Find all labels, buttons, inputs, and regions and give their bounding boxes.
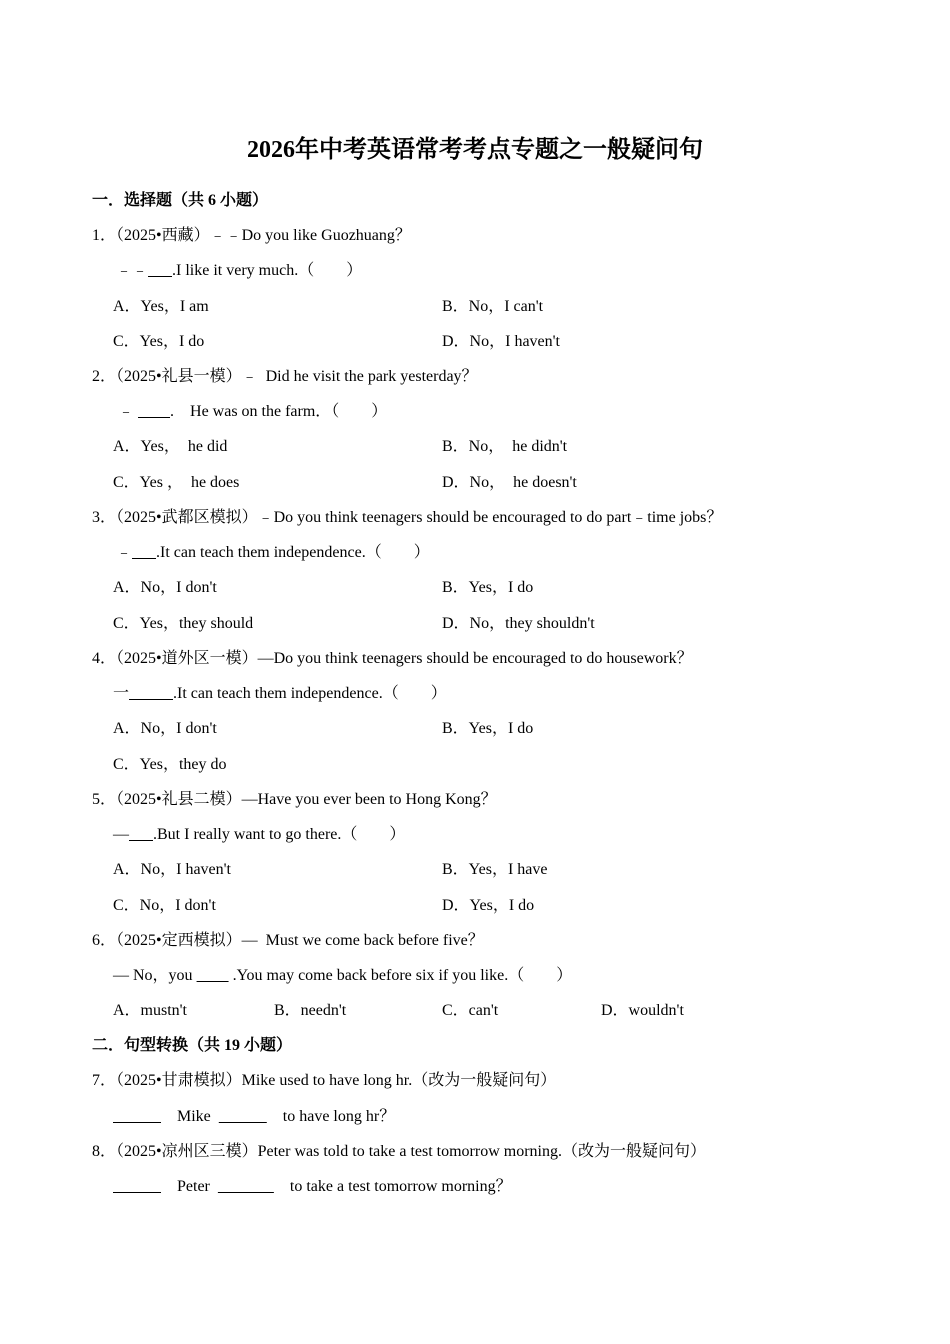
question-2-answer-line: ﹣ . He was on the farm．（ ） xyxy=(118,403,388,420)
question-3-option-c[interactable]: C．Yes，they should xyxy=(113,615,254,632)
question-1-stem: 1．（2025•西藏）﹣﹣Do you like Guozhuang？ xyxy=(92,227,411,244)
question-1-option-b[interactable]: B．No，I can't xyxy=(442,298,544,315)
section-heading: 二．句型转换（共 19 小题） xyxy=(92,1037,293,1054)
question-5-answer-line: — .But I really want to go there.（ ） xyxy=(113,826,406,843)
question-3-option-d[interactable]: D．No，they shouldn't xyxy=(442,615,595,632)
question-8-stem: 8．（2025•凉州区三模）Peter was told to take a test tomorrow morning.（改为一般疑问句） xyxy=(92,1143,706,1160)
question-4-option-a[interactable]: A．No，I don't xyxy=(113,720,217,737)
question-5-option-c[interactable]: C．No，I don't xyxy=(113,897,216,914)
question-2-option-d[interactable]: D．No， he doesn't xyxy=(442,474,577,491)
question-6-option-a[interactable]: A．mustn't xyxy=(113,1002,188,1019)
question-1-option-d[interactable]: D．No，I haven't xyxy=(442,333,560,350)
question-6-answer-line: — No，you .You may come back before six if you like.（ ） xyxy=(113,967,573,984)
question-6-stem: 6．（2025•定西模拟）— Must we come back before five？ xyxy=(92,932,484,949)
question-6-option-c[interactable]: C．can't xyxy=(442,1002,499,1019)
question-6-option-b[interactable]: B．needn't xyxy=(274,1002,347,1019)
answer-blank[interactable] xyxy=(219,1108,267,1125)
question-1-answer-line: ﹣﹣ .I like it very much.（ ） xyxy=(116,262,363,279)
question-7-stem: 7．（2025•甘肃模拟）Mike used to have long hr.（改为一般疑问句） xyxy=(92,1072,557,1089)
question-2-option-b[interactable]: B．No， he didn't xyxy=(442,438,568,455)
question-3-option-a[interactable]: A．No，I don't xyxy=(113,579,217,596)
question-5-option-b[interactable]: B．Yes，I have xyxy=(442,861,548,878)
question-1-option-a[interactable]: A．Yes，I am xyxy=(113,298,209,315)
question-4-stem: 4．（2025•道外区一模）—Do you think teenagers should be encouraged to do housework？ xyxy=(92,650,693,667)
question-5-option-a[interactable]: A．No，I haven't xyxy=(113,861,231,878)
question-2-option-c[interactable]: C．Yes ， he does xyxy=(113,474,240,491)
answer-blank[interactable] xyxy=(218,1178,274,1195)
answer-blank[interactable] xyxy=(113,1178,161,1195)
question-2-stem: 2．（2025•礼县一模）﹣ Did he visit the park yesterday？ xyxy=(92,368,478,385)
question-4-option-b[interactable]: B．Yes，I do xyxy=(442,720,534,737)
answer-blank[interactable] xyxy=(113,1108,161,1125)
question-7-answer-line: Mike to have long hr？ xyxy=(113,1106,395,1128)
question-4-option-c[interactable]: C．Yes，they do xyxy=(113,756,227,773)
question-3-stem: 3．（2025•武都区模拟）﹣Do you think teenagers should be encouraged to do part﹣time jobs？ xyxy=(92,509,723,526)
question-3-option-b[interactable]: B．Yes，I do xyxy=(442,579,534,596)
section-heading: 一．选择题（共 6 小题） xyxy=(92,192,269,209)
question-3-answer-line: ﹣ .It can teach them independence.（ ） xyxy=(116,544,430,561)
question-6-option-d[interactable]: D．wouldn't xyxy=(601,1002,684,1019)
page-title: 2026年中考英语常考考点专题之一般疑问句 xyxy=(247,137,703,163)
question-5-option-d[interactable]: D．Yes，I do xyxy=(442,897,535,914)
question-5-stem: 5．（2025•礼县二模）—Have you ever been to Hong Kong？ xyxy=(92,791,497,808)
question-1-option-c[interactable]: C．Yes，I do xyxy=(113,333,205,350)
question-8-answer-line: Peter to take a test tomorrow morning？ xyxy=(113,1176,512,1198)
question-2-option-a[interactable]: A．Yes， he did xyxy=(113,438,228,455)
question-4-answer-line: 一 .It can teach them independence.（ ） xyxy=(113,685,447,702)
